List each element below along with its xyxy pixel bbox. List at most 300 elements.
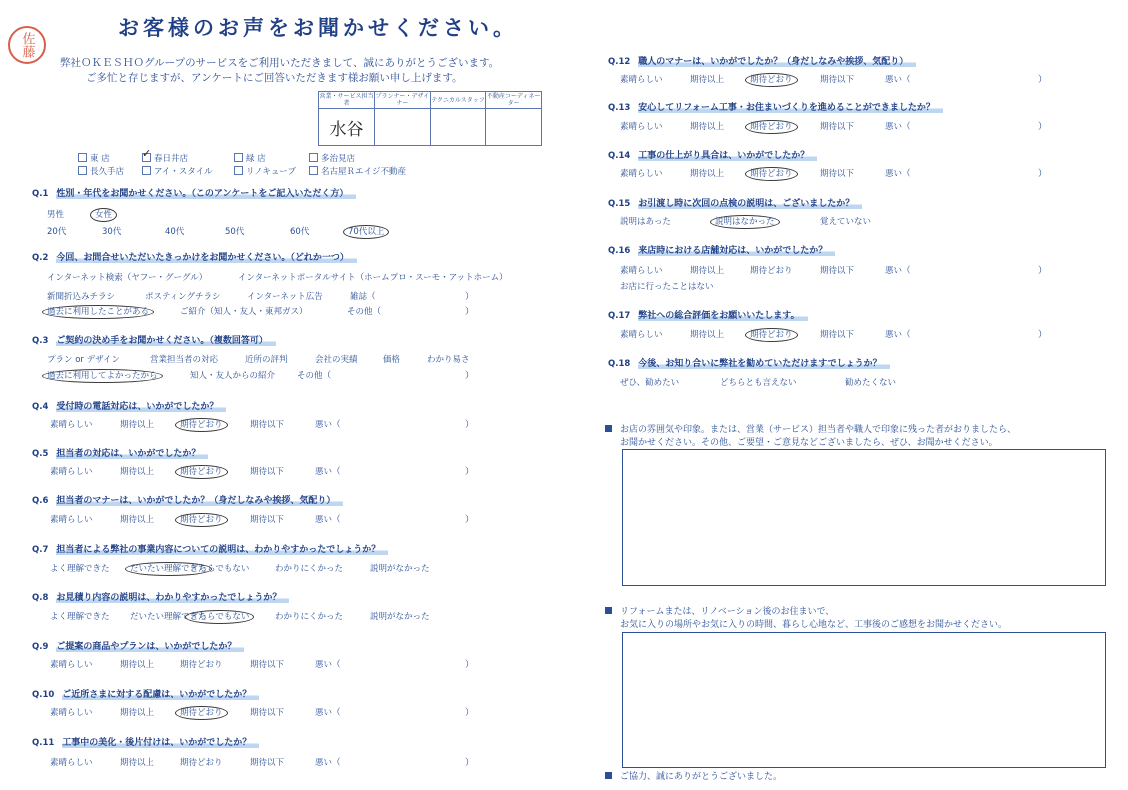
question-number: Q.7 [32, 545, 49, 555]
answer-option[interactable] [820, 73, 854, 85]
answer-option-label: 期待以上 [690, 122, 725, 132]
answer-option-label: 期待以下 [250, 420, 285, 430]
answer-option[interactable] [315, 658, 341, 670]
staff-table [318, 91, 542, 146]
question-text: お引渡し時に次回の点検の説明は、ございましたか？ [638, 199, 862, 209]
question-number: Q.11 [32, 738, 55, 748]
question-text: 来店時における店舗対応は、いかがでしたか？ [638, 246, 835, 256]
answer-option-label: プラン or デザイン [47, 355, 121, 365]
staff-cell-realestate[interactable] [486, 109, 542, 146]
square-bullet-icon [605, 425, 612, 432]
question-heading [32, 687, 259, 700]
answer-option-label: 知人・友人からの紹介 [190, 371, 276, 381]
intro-line-1: 弊社ＯＫＥＳＨＯグループのサービスをご利用いただきまして、誠にありがとうございます。 [60, 57, 500, 69]
checkbox-icon [309, 153, 318, 162]
answer-option-label: 素晴らしい [620, 75, 663, 85]
answer-option-label: 新聞折込みチラシ [47, 292, 116, 302]
store-option[interactable] [309, 165, 406, 177]
answer-option[interactable] [720, 376, 797, 388]
answer-option[interactable] [165, 225, 184, 237]
answer-option-label: 営業担当者の対応 [150, 355, 219, 365]
answer-option[interactable] [95, 208, 117, 220]
answer-option[interactable] [120, 706, 154, 718]
question-heading [32, 542, 388, 555]
question-number: Q.8 [32, 593, 49, 603]
question-number: Q.6 [32, 496, 49, 506]
store-option[interactable] [78, 152, 110, 164]
answer-option-label-circled: 期待どおり [175, 418, 228, 432]
question-heading [32, 446, 208, 459]
answer-option[interactable] [50, 513, 93, 525]
question-text: 担当者による弊社の事業内容についての説明は、わかりやすかったでしょうか？ [56, 545, 388, 555]
answer-option-label: インターネットポータルサイト（ホームプロ・スーモ・アットホーム） [238, 273, 508, 283]
question-number: Q.14 [608, 151, 631, 161]
answer-option-label: どちらとも言えない [720, 378, 797, 388]
answer-option-label: ポスティングチラシ [145, 292, 221, 302]
answer-option[interactable] [620, 120, 663, 132]
answer-option[interactable] [347, 305, 381, 317]
answer-option[interactable] [225, 225, 244, 237]
question-text: 担当者の対応は、いかがでしたか？ [56, 449, 208, 459]
answer-option[interactable] [190, 562, 249, 574]
question-heading [608, 243, 835, 256]
answer-option[interactable] [120, 658, 154, 670]
question-number: Q.3 [32, 336, 49, 346]
answer-option[interactable] [820, 120, 854, 132]
free-comment-2-prompt [605, 604, 834, 617]
answer-option-label: 期待以下 [820, 330, 855, 340]
store-option[interactable] [78, 165, 124, 177]
answer-option[interactable] [315, 513, 341, 525]
staff-signature: 水谷 [329, 119, 364, 140]
store-label: アイ・スタイル [154, 167, 213, 177]
question-text: 工事の仕上がり具合は、いかがでしたか？ [638, 151, 817, 161]
answer-option-label: 期待以下 [250, 515, 285, 525]
answer-option[interactable] [47, 271, 207, 283]
answer-option[interactable] [348, 225, 389, 237]
answer-option[interactable] [315, 418, 341, 430]
question-number: Q.15 [608, 199, 631, 209]
answer-option-label: わかりにくかった [275, 564, 344, 574]
answer-option[interactable] [250, 418, 284, 430]
answer-option[interactable] [690, 264, 724, 276]
answer-option-label: 期待どおり [180, 758, 223, 768]
answer-option[interactable] [250, 756, 284, 768]
answer-option-label: 期待以下 [820, 75, 855, 85]
answer-option-label: ご紹介（知人・友人・東邦ガス） [180, 307, 308, 317]
question-text: 今回、お問合せいただいたきっかけをお聞かせください。（どれか一つ） [56, 253, 357, 263]
intro-line-2: ご多忙と存じますが、アンケートにご回答いただきます様お願い申し上げます。 [86, 72, 463, 84]
answer-option-label: わかり易さ [427, 355, 470, 365]
answer-option-label: 価格 [383, 355, 401, 365]
answer-option-label: 悪い（ [315, 758, 341, 768]
store-label: 長久手店 [90, 167, 125, 177]
answer-option[interactable] [690, 73, 724, 85]
answer-option[interactable] [620, 73, 663, 85]
answer-option[interactable] [885, 328, 911, 340]
answer-option[interactable] [180, 706, 228, 718]
answer-option[interactable] [145, 290, 220, 302]
question-text: 受付時の電話対応は、いかがでしたか？ [56, 402, 226, 412]
answer-option[interactable] [820, 264, 854, 276]
answer-option[interactable] [50, 706, 93, 718]
answer-option-label: 悪い（ [885, 266, 911, 276]
answer-option-label: 期待どおり [750, 266, 793, 276]
answer-option[interactable] [47, 208, 64, 220]
store-option[interactable] [142, 152, 188, 164]
answer-option-label: 素晴らしい [620, 266, 663, 276]
answer-option[interactable] [290, 225, 309, 237]
answer-option-label: 会社の実績 [315, 355, 358, 365]
question-text: 工事中の美化・後片付けは、いかがでしたか？ [62, 738, 259, 748]
answer-option-label: 期待以下 [820, 169, 855, 179]
closing-text: ご協力、誠にありがとうございました。 [620, 772, 783, 782]
answer-option[interactable] [47, 290, 115, 302]
answer-option-label: 悪い（ [315, 660, 341, 670]
answer-option[interactable] [620, 328, 663, 340]
checkbox-icon [234, 153, 243, 162]
answer-option-label: 期待どおり [180, 660, 223, 670]
answer-option[interactable] [250, 465, 284, 477]
answer-option-label-circled: 70代以上 [343, 225, 389, 239]
answer-option-label: 素晴らしい [620, 122, 663, 132]
checkbox-icon [78, 153, 87, 162]
question-heading [608, 308, 808, 321]
answer-option[interactable] [50, 418, 93, 430]
answer-option[interactable] [150, 353, 218, 365]
answer-option[interactable] [47, 305, 154, 317]
checkbox-icon [234, 166, 243, 175]
answer-option-label: 期待以下 [250, 467, 285, 477]
question-number: Q.10 [32, 690, 55, 700]
answer-option-label: 60代 [290, 227, 310, 237]
question-heading [32, 333, 276, 346]
answer-option-label-circled: 過去に利用してよかったから [42, 369, 163, 383]
answer-option[interactable] [315, 353, 358, 365]
question-text: 職人のマナーは、いかがでしたか？（身だしなみや挨拶、気配り） [638, 57, 916, 67]
answer-option[interactable] [50, 658, 93, 670]
question-number: Q.1 [32, 189, 49, 199]
answer-option[interactable] [245, 353, 288, 365]
answer-option[interactable] [620, 215, 671, 227]
answer-option-label-circled: 期待どおり [175, 706, 228, 720]
question-heading [32, 493, 343, 506]
answer-option-label-circled: 期待どおり [745, 328, 798, 342]
answer-option-label: 期待以下 [250, 758, 285, 768]
answer-option[interactable] [120, 418, 154, 430]
store-option[interactable] [234, 152, 266, 164]
page-title: お客様のお声をお聞かせください。 [118, 16, 518, 40]
answer-option-label: 期待以上 [690, 330, 725, 340]
answer-option[interactable] [50, 465, 93, 477]
answer-option-label: 素晴らしい [50, 660, 93, 670]
answer-option-label: その他（ [297, 371, 332, 381]
answer-option-label: 50代 [225, 227, 245, 237]
answer-option[interactable] [750, 73, 798, 85]
checkbox-checked-icon [142, 153, 151, 162]
store-label: 名古屋Ｒエイジ不動産 [321, 167, 407, 177]
answer-option[interactable] [50, 756, 93, 768]
answer-option[interactable] [620, 264, 663, 276]
answer-option[interactable] [102, 225, 121, 237]
question-number: Q.13 [608, 103, 631, 113]
answer-option-label: 素晴らしい [620, 330, 663, 340]
answer-option-label: その他（ [347, 307, 382, 317]
answer-option[interactable] [238, 271, 508, 283]
answer-option[interactable] [47, 369, 163, 381]
answer-option-label: 期待以上 [120, 467, 155, 477]
answer-option[interactable] [750, 167, 798, 179]
closing-parenthesis: ） [465, 371, 475, 381]
store-label: 多治見店 [321, 154, 356, 164]
answer-option-label: 悪い（ [885, 122, 911, 132]
answer-option-label: 近所の評判 [245, 355, 288, 365]
answer-option[interactable] [690, 328, 724, 340]
answer-option-label: 雑誌（ [350, 292, 376, 302]
question-number: Q.2 [32, 253, 49, 263]
question-heading [608, 148, 817, 161]
answer-option[interactable] [885, 73, 911, 85]
answer-option-label: お店に行ったことはない [620, 282, 714, 292]
answer-option[interactable] [885, 167, 911, 179]
closing-parenthesis: ） [465, 307, 475, 317]
answer-option[interactable] [820, 328, 854, 340]
question-heading [608, 100, 943, 113]
free-comment-1-line-2: お聞かせください。その他、ご要望・ご意見などございましたら、ぜひ、お聞かせください。 [620, 438, 998, 448]
answer-option-label-circled: 期待どおり [175, 465, 228, 479]
answer-option-label: 悪い（ [885, 75, 911, 85]
answer-option-label: 素晴らしい [50, 708, 93, 718]
answer-option[interactable] [180, 756, 223, 768]
answer-option-label: 悪い（ [315, 708, 341, 718]
answer-option[interactable] [250, 706, 284, 718]
closing-parenthesis: ） [1038, 169, 1048, 179]
answer-option[interactable] [370, 610, 430, 622]
answer-option-label: 勧めたくない [845, 378, 897, 388]
staff-header-technical: テクニカルスタッフ [430, 92, 486, 109]
store-option[interactable] [142, 165, 213, 177]
answer-option-label-circled: 過去に利用したことがある [42, 305, 154, 319]
question-heading [32, 735, 259, 748]
question-heading [32, 590, 289, 603]
question-number: Q.4 [32, 402, 49, 412]
answer-option[interactable] [180, 305, 308, 317]
answer-option-label: わかりにくかった [275, 612, 344, 622]
answer-option[interactable] [750, 328, 798, 340]
square-bullet-icon [605, 607, 612, 614]
question-number: Q.12 [608, 57, 631, 67]
checkbox-icon [142, 166, 151, 175]
answer-option-label: 悪い（ [315, 515, 341, 525]
staff-header-planner: プランナー・デザイナー [375, 93, 430, 107]
closing-parenthesis: ） [465, 515, 475, 525]
closing-parenthesis: ） [465, 292, 475, 302]
answer-option-label: 説明がなかった [370, 564, 430, 574]
answer-option[interactable] [180, 513, 228, 525]
seal-stamp-text: 佐藤 [19, 32, 35, 58]
answer-option-label: 期待以上 [690, 169, 725, 179]
store-label: 緑 店 [246, 154, 266, 164]
answer-option[interactable] [820, 167, 854, 179]
question-heading [32, 399, 226, 412]
answer-option[interactable] [383, 353, 400, 365]
question-number: Q.16 [608, 246, 631, 256]
answer-option-label: 30代 [102, 227, 122, 237]
answer-option-label: 悪い（ [315, 467, 341, 477]
answer-option[interactable] [180, 658, 223, 670]
answer-option[interactable] [370, 562, 430, 574]
checkbox-icon [309, 166, 318, 175]
answer-option[interactable] [120, 756, 154, 768]
answer-option[interactable] [180, 418, 228, 430]
answer-option-label: ぜひ、勧めたい [620, 378, 680, 388]
question-heading [32, 250, 357, 263]
answer-option-label: 期待以上 [120, 708, 155, 718]
answer-option[interactable] [620, 280, 714, 292]
answer-option-label: どちらでもない [190, 564, 250, 574]
answer-option-label: 素晴らしい [50, 758, 93, 768]
closing-parenthesis: ） [465, 660, 475, 670]
closing-message [605, 769, 782, 782]
free-comment-1-line-1: お店の雰囲気や印象。または、営業（サービス）担当者や職人で印象に残った者がおりましたら、 [620, 425, 1017, 435]
answer-option-label: 期待以上 [120, 515, 155, 525]
answer-option[interactable] [750, 264, 793, 276]
answer-option-label: 期待以下 [820, 266, 855, 276]
staff-cell-technical[interactable] [430, 109, 486, 146]
closing-parenthesis: ） [465, 758, 475, 768]
answer-option[interactable] [885, 264, 911, 276]
answer-option-label: 説明はあった [620, 217, 671, 227]
question-number: Q.17 [608, 311, 631, 321]
answer-option-label: 悪い（ [315, 420, 341, 430]
answer-option-label: 40代 [165, 227, 185, 237]
answer-option[interactable] [315, 465, 341, 477]
answer-option[interactable] [690, 120, 724, 132]
answer-option[interactable] [690, 167, 724, 179]
question-number: Q.5 [32, 449, 49, 459]
answer-option[interactable] [350, 290, 376, 302]
answer-option-label: よく理解できた [50, 564, 110, 574]
answer-option-label: 覚えていない [820, 217, 872, 227]
answer-option[interactable] [885, 120, 911, 132]
closing-parenthesis: ） [1038, 75, 1048, 85]
answer-option-label-circled: 期待どおり [745, 73, 798, 87]
question-number: Q.18 [608, 359, 631, 369]
square-bullet-icon [605, 772, 612, 779]
answer-option[interactable] [50, 562, 110, 574]
answer-option[interactable] [50, 610, 110, 622]
question-text: ご提案の商品やプランは、いかがでしたか？ [56, 642, 244, 652]
question-text: 性別・年代をお聞かせください。（このアンケートをご記入いただく方） [56, 189, 356, 199]
staff-header-sales: 営業・サービス担当者 [319, 93, 374, 107]
answer-option[interactable] [297, 369, 331, 381]
answer-option[interactable] [250, 513, 284, 525]
answer-option-label: 悪い（ [885, 169, 911, 179]
answer-option-label: 期待以上 [120, 420, 155, 430]
question-text: 安心してリフォーム工事・お住まいづくりを進めることができましたか？ [638, 103, 943, 113]
seal-stamp [8, 26, 46, 64]
answer-option[interactable] [715, 215, 780, 227]
answer-option[interactable] [120, 513, 154, 525]
question-heading [608, 54, 916, 67]
question-text: お見積り内容の説明は、わかりやすかったでしょうか？ [56, 593, 289, 603]
answer-option-label: 説明がなかった [370, 612, 430, 622]
answer-option-label: 期待以下 [820, 122, 855, 132]
free-comment-1-prompt [605, 422, 1016, 435]
answer-option-label: 期待以上 [690, 266, 725, 276]
closing-parenthesis: ） [1038, 122, 1048, 132]
closing-parenthesis: ） [1038, 266, 1048, 276]
free-comment-2-box[interactable] [622, 632, 1106, 768]
question-text: ご近所さまに対する配慮は、いかがでしたか？ [62, 690, 259, 700]
answer-option-label: インターネット検索（ヤフー・グーグル） [47, 273, 208, 283]
answer-option[interactable] [845, 376, 896, 388]
answer-option-label-circled: どちらでもない [185, 610, 254, 624]
answer-option[interactable] [820, 215, 871, 227]
answer-option[interactable] [47, 225, 66, 237]
question-heading [32, 639, 244, 652]
answer-option[interactable] [47, 353, 120, 365]
answer-option-label: 期待以上 [690, 75, 725, 85]
answer-option[interactable] [620, 376, 679, 388]
answer-option[interactable] [180, 465, 228, 477]
store-option[interactable] [309, 152, 355, 164]
closing-parenthesis: ） [465, 467, 475, 477]
answer-option[interactable] [750, 120, 798, 132]
staff-header-realestate: 不動産コーディネーター [486, 93, 541, 107]
answer-option-label: 悪い（ [885, 330, 911, 340]
question-number: Q.9 [32, 642, 49, 652]
answer-option[interactable] [120, 465, 154, 477]
answer-option-label-circled: 女性 [90, 208, 117, 222]
answer-option[interactable] [250, 658, 284, 670]
answer-option-label: 素晴らしい [50, 467, 93, 477]
answer-option[interactable] [620, 167, 663, 179]
answer-option-label: だいたい理解できた [130, 612, 207, 622]
answer-option[interactable] [247, 290, 323, 302]
answer-option[interactable] [190, 610, 254, 622]
store-label: 東 店 [90, 154, 110, 164]
answer-option-label: 期待以下 [250, 708, 285, 718]
answer-option[interactable] [427, 353, 470, 365]
answer-option-label: 期待以上 [120, 758, 155, 768]
store-label: リノキューブ [246, 167, 296, 177]
store-option[interactable] [234, 165, 296, 177]
question-text: ご契約の決め手をお聞かせください。（複数回答可） [56, 336, 276, 346]
answer-option-label-circled: だいたい理解できた [125, 562, 212, 576]
free-comment-2-line-1: リフォームまたは、リノベーション後のお住まいで、 [620, 607, 835, 617]
answer-option-label: よく理解できた [50, 612, 110, 622]
answer-option[interactable] [275, 562, 343, 574]
closing-parenthesis: ） [465, 420, 475, 430]
answer-option[interactable] [275, 610, 343, 622]
answer-option-label: 素晴らしい [620, 169, 663, 179]
staff-cell-sales[interactable] [319, 109, 375, 146]
question-text: 今後、お知り合いに弊社を勧めていただけますでしょうか？ [638, 359, 889, 369]
question-heading [32, 186, 356, 199]
free-comment-1-box[interactable] [622, 449, 1106, 586]
checkbox-icon [78, 166, 87, 175]
answer-option[interactable] [190, 369, 275, 381]
answer-option-label-circled: 期待どおり [745, 167, 798, 181]
answer-option[interactable] [315, 706, 341, 718]
answer-option[interactable] [315, 756, 341, 768]
answer-option-label: 素晴らしい [50, 515, 93, 525]
question-text: 弊社への総合評価をお願いいたします。 [638, 311, 807, 321]
answer-option-label: インターネット広告 [247, 292, 323, 302]
staff-cell-planner[interactable] [374, 109, 430, 146]
answer-option-label: 男性 [47, 210, 65, 220]
